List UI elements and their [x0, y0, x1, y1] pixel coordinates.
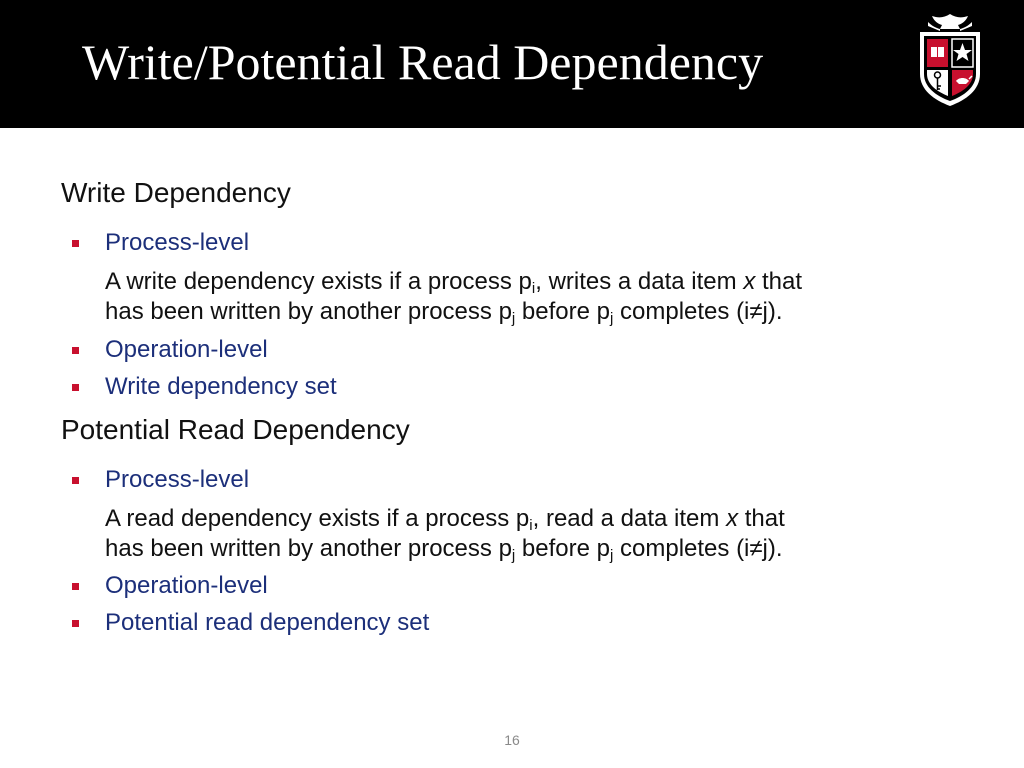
slide-title: Write/Potential Read Dependency [82, 34, 764, 90]
square-bullet-icon [72, 384, 79, 391]
bullet-label: Process-level [105, 466, 250, 493]
page-number: 16 [504, 732, 520, 748]
bullet-label: Operation-level [105, 572, 268, 599]
section-heading-write-dependency: Write Dependency [61, 177, 291, 208]
square-bullet-icon [72, 347, 79, 354]
bullet-label: Write dependency set [105, 373, 337, 400]
square-bullet-icon [72, 620, 79, 627]
square-bullet-icon [72, 477, 79, 484]
square-bullet-icon [72, 240, 79, 247]
definition-line: has been written by another process $p_j$ before $p_j$ completes (i≠j). [105, 535, 783, 564]
definition-line: has been written by another process $p_j$ before $p_j$ completes (i≠j). [105, 298, 783, 327]
bullet-label: Operation-level [105, 336, 268, 363]
bullet-label: Potential read dependency set [105, 609, 430, 636]
definition-line: A read dependency exists if a process $p_i$, read a data item x that [105, 505, 785, 534]
bullet-label: Process-level [105, 229, 250, 256]
section-heading-potential-read-dependency: Potential Read Dependency [61, 414, 410, 445]
definition-line: A write dependency exists if a process $p_i$, writes a data item x that [105, 268, 803, 297]
square-bullet-icon [72, 583, 79, 590]
